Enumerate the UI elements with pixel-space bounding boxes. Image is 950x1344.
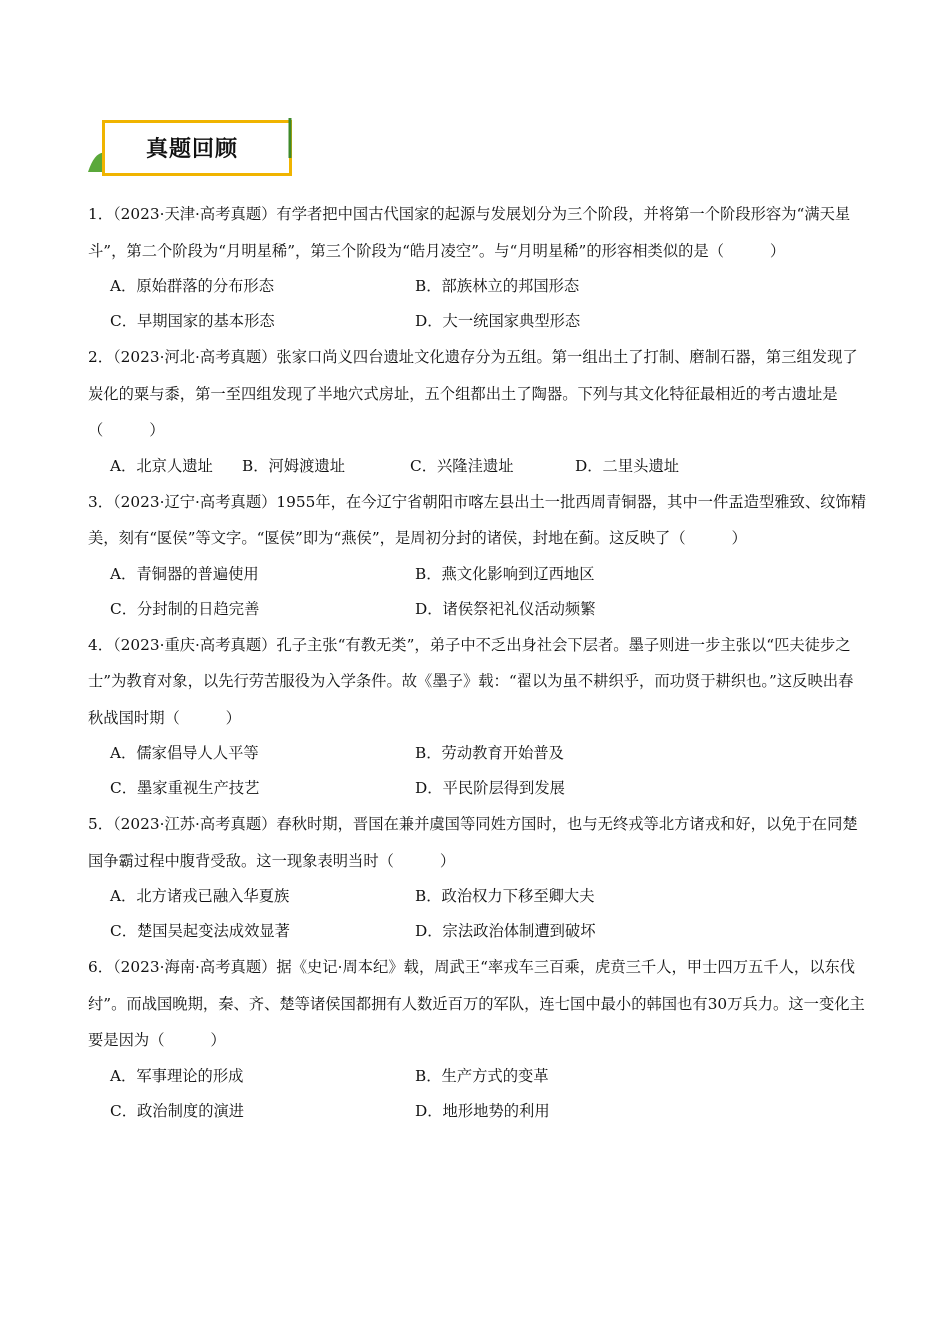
- question-stem: 2．（2023·河北·高考真题）张家口尚义四台遗址文化遗存分为五组。第一组出土了打制、磨制石器，第三组发现了炭化的粟与黍，第一至四组发现了半地穴式房址，五个组都出土了陶器。下列与其文化特征最相近的考古遗址是（ ）: [88, 348, 858, 439]
- options: [88, 449, 868, 484]
- option-c[interactable]: C．墨家重视生产技艺: [110, 779, 260, 797]
- options: [88, 1059, 868, 1129]
- question-list: [88, 196, 868, 1129]
- option-c[interactable]: C．政治制度的演进: [110, 1101, 245, 1120]
- option-a[interactable]: A．北方诸戎已融入华夏族: [110, 887, 290, 905]
- question-5: [88, 806, 868, 949]
- option-a[interactable]: A．青铜器的普遍使用: [110, 564, 259, 583]
- question-2: [88, 339, 868, 484]
- question-stem: 1．（2023·天津·高考真题）有学者把中国古代国家的起源与发展划分为三个阶段，并将第一个阶段形容为“满天星斗”，第二个阶段为“月明星稀”，第三个阶段为“皓月凌空”。与“月明星稀”的形容相类似的是（ ）: [88, 205, 851, 260]
- option-b[interactable]: B．生产方式的变革: [415, 1066, 549, 1085]
- options: [88, 879, 868, 949]
- question-stem: 6．（2023·海南·高考真题）据《史记·周本纪》载，周武王“率戎车三百乘，虎贲三千人，甲士四万五千人，以东伐纣”。而战国晚期，秦、齐、楚等诸侯国都拥有人数近百万的军队，连七国中最小的韩国也有30万兵力。这一变化主要是因为（ ）: [88, 958, 865, 1049]
- question-4: [88, 627, 868, 807]
- option-a[interactable]: A．军事理论的形成: [110, 1066, 244, 1085]
- option-b[interactable]: B．劳动教育开始普及: [415, 744, 564, 762]
- option-d[interactable]: D．二里头遗址: [575, 456, 680, 475]
- section-banner: [88, 116, 300, 188]
- option-d[interactable]: D．宗法政治体制遭到破坏: [415, 922, 596, 940]
- options: [88, 736, 868, 806]
- option-d[interactable]: D．平民阶层得到发展: [415, 779, 565, 797]
- question-3: [88, 484, 868, 627]
- options: [88, 269, 868, 339]
- option-b[interactable]: B．部族林立的邦国形态: [415, 277, 580, 295]
- corner-tick-icon: [286, 118, 294, 158]
- question-stem: 3．（2023·辽宁·高考真题）1955年，在今辽宁省朝阳市喀左县出土一批西周青铜器，其中一件盂造型雅致、纹饰精美，刻有“匽侯”等文字。“匽侯”即为“燕侯”，是周初分封的诸侯，封地在蓟。这反映了（ ）: [88, 492, 867, 547]
- option-a[interactable]: A．北京人遗址: [110, 456, 213, 475]
- question-stem: 5．（2023·江苏·高考真题）春秋时期，晋国在兼并虞国等同姓方国时，也与无终戎等北方诸戎和好，以免于在同楚国争霸过程中腹背受敌。这一现象表明当时（ ）: [88, 815, 858, 870]
- option-d[interactable]: D．诸侯祭祀礼仪活动频繁: [415, 599, 596, 618]
- options: [88, 557, 868, 627]
- option-b[interactable]: B．河姆渡遗址: [242, 456, 346, 475]
- question-6: [88, 949, 868, 1129]
- option-d[interactable]: D．地形地势的利用: [415, 1101, 550, 1120]
- option-b[interactable]: B．政治权力下移至卿大夫: [415, 887, 595, 905]
- option-c[interactable]: C．早期国家的基本形态: [110, 312, 275, 330]
- question-stem: 4．（2023·重庆·高考真题）孔子主张“有教无类”，弟子中不乏出身社会下层者。墨子则进一步主张以“匹夫徒步之士”为教育对象，以先行劳苦服役为入学条件。故《墨子》载：“翟以为虽不耕织乎，而功贤于耕织也。”这反映出春秋战国时期（ ）: [88, 635, 854, 727]
- option-d[interactable]: D．大一统国家典型形态: [415, 312, 581, 330]
- option-c[interactable]: C．分封制的日趋完善: [110, 599, 260, 618]
- section-title: 真题回顾: [146, 137, 239, 162]
- option-b[interactable]: B．燕文化影响到辽西地区: [415, 564, 595, 583]
- question-1: [88, 196, 868, 339]
- option-c[interactable]: C．楚国吴起变法成效显著: [110, 922, 290, 940]
- option-c[interactable]: C．兴隆洼遗址: [410, 456, 514, 475]
- option-a[interactable]: A．原始群落的分布形态: [110, 277, 275, 295]
- option-a[interactable]: A．儒家倡导人人平等: [110, 744, 259, 762]
